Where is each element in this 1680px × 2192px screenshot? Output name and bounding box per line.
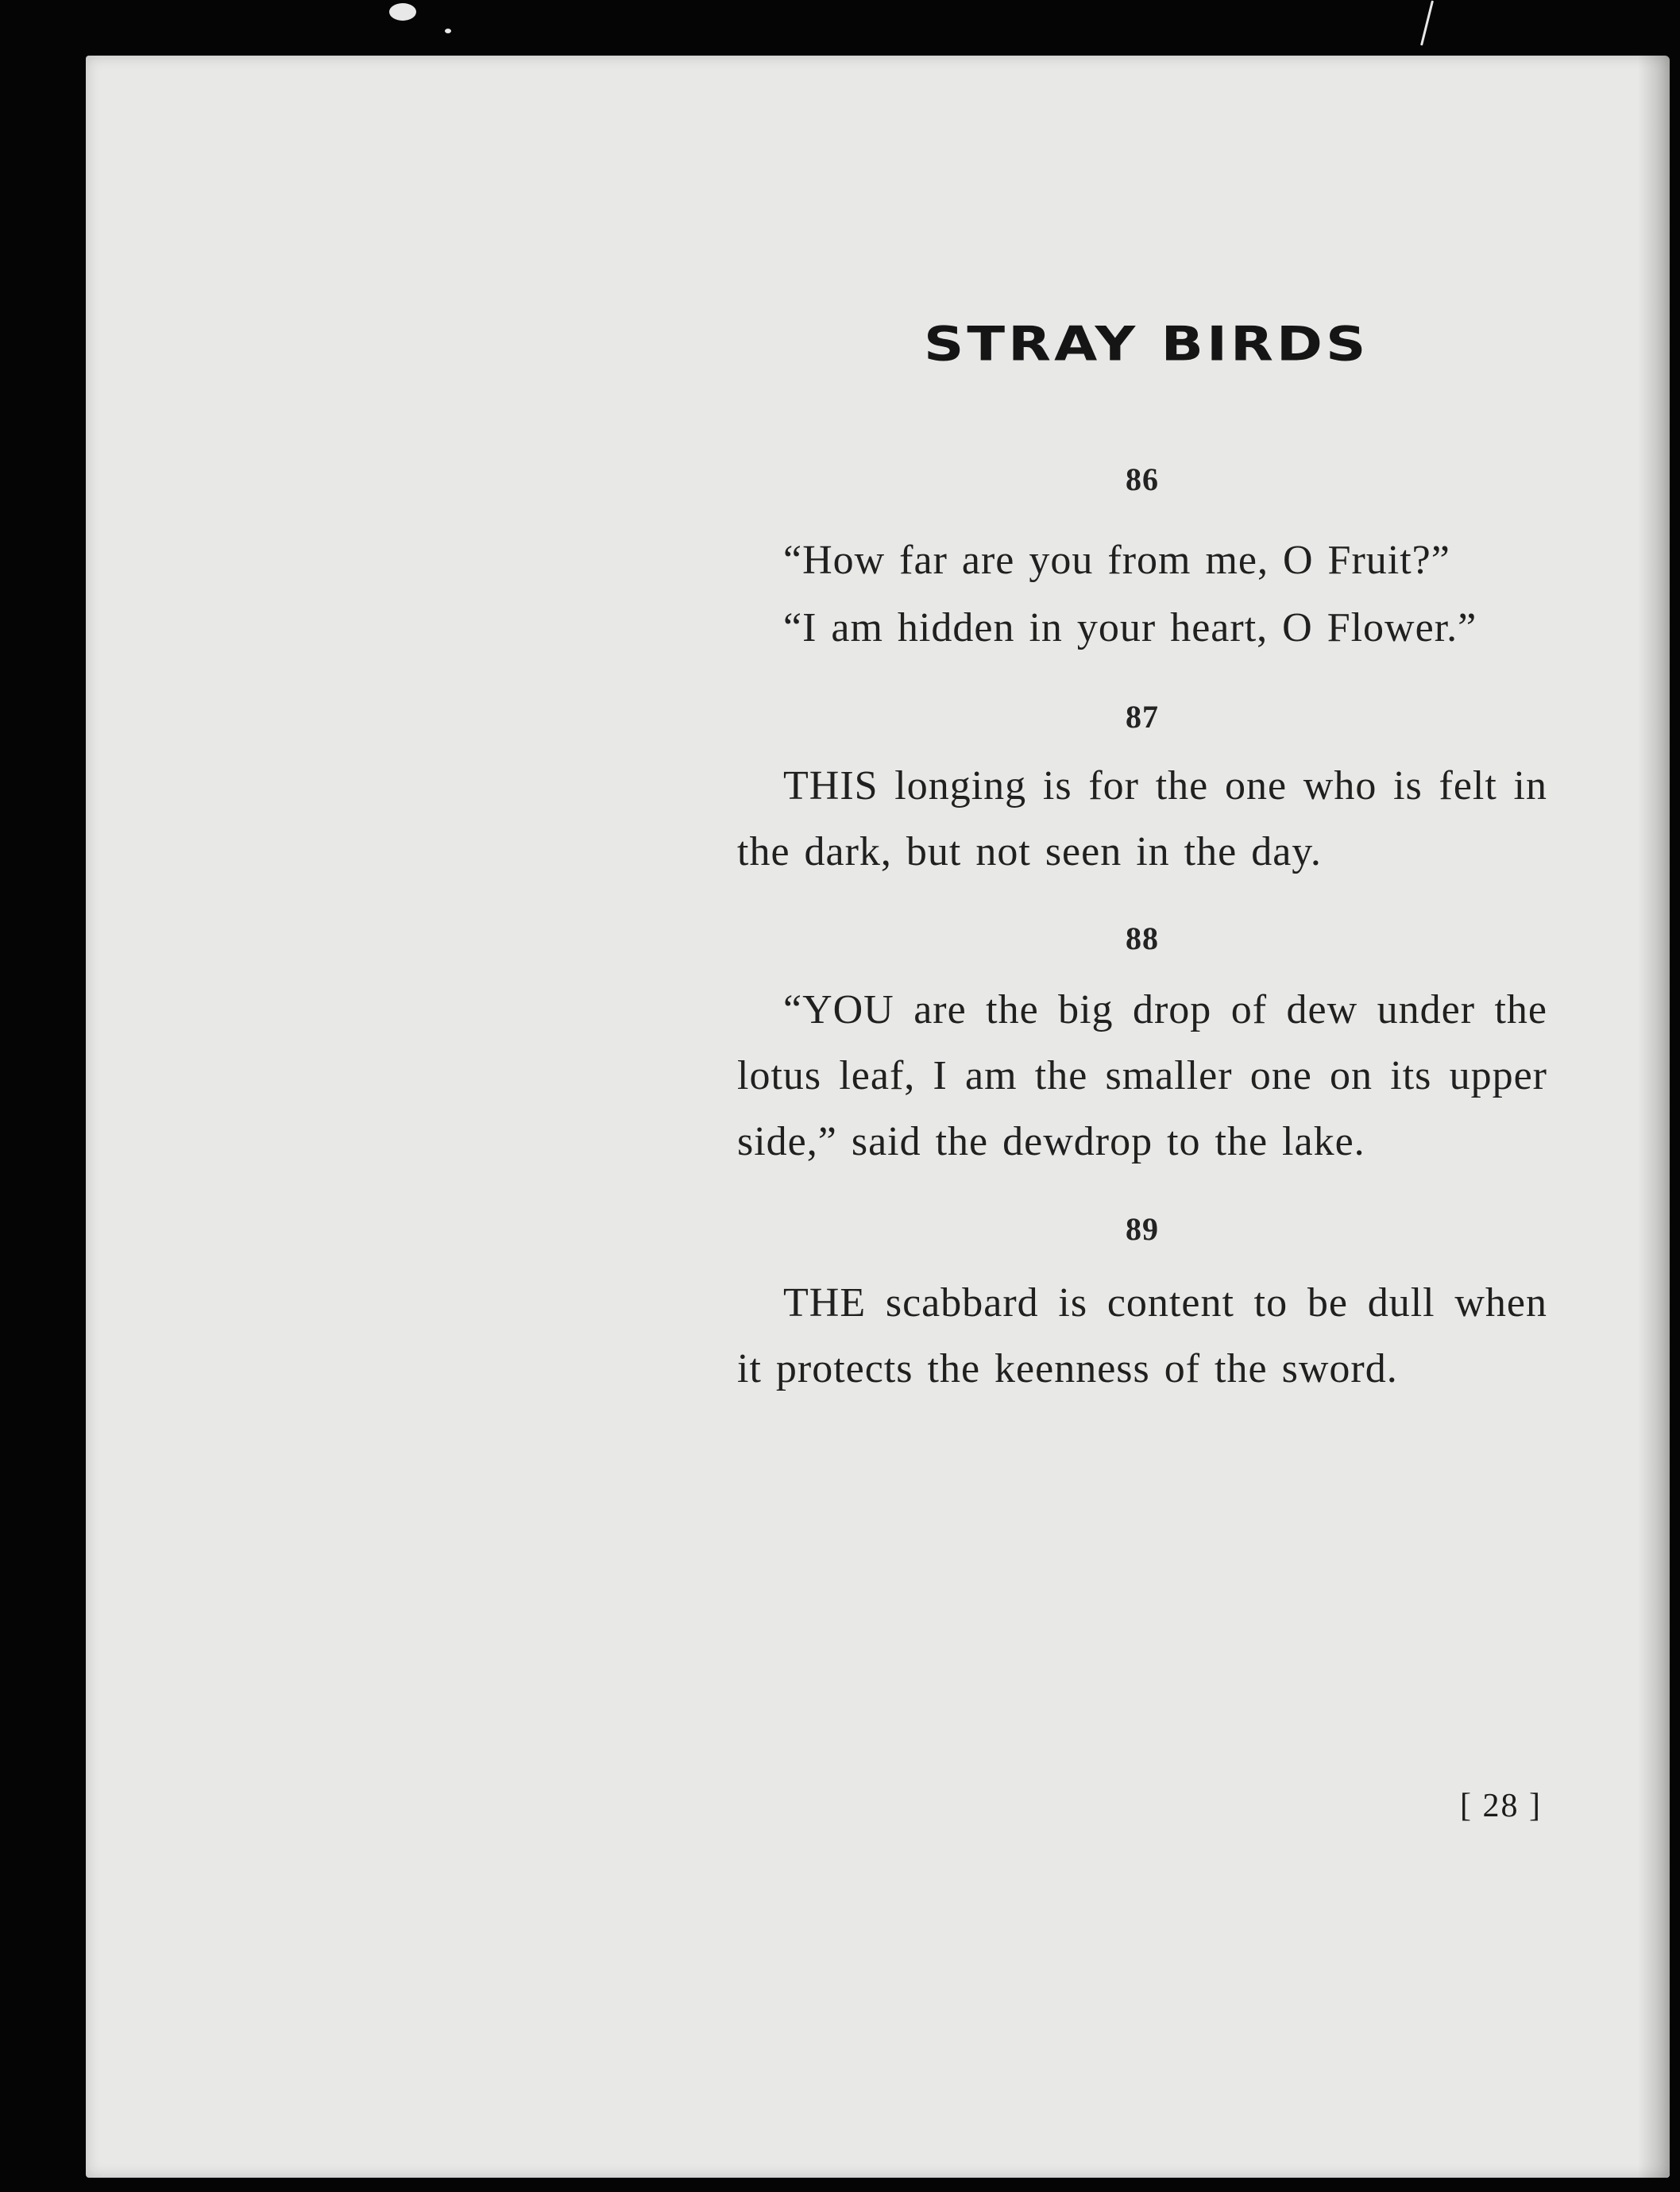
running-header: STRAY BIRDS	[924, 316, 1369, 372]
verse-paragraph: THIS longing is for the one who is felt in the dark, but not seen in the day.	[737, 763, 1547, 874]
verse-number: 89	[1126, 1211, 1159, 1247]
verse-number: 87	[1126, 699, 1159, 735]
scan-scratch	[1420, 0, 1434, 45]
verse-paragraph: “I am hidden in your heart, O Flower.”	[783, 605, 1477, 650]
verse-paragraph: THE scabbard is content to be dull when it protects the keenness of the sword.	[737, 1280, 1547, 1391]
page-binding-edge	[1638, 56, 1670, 2178]
verse-paragraph: “YOU are the big drop of dew under the lotus leaf, I am the smaller one on its upper side,” said the dewdrop to the lake.	[737, 987, 1547, 1164]
verse-column	[737, 461, 1547, 1402]
scan-speck	[389, 3, 416, 21]
page-number: [ 28 ]	[1460, 1788, 1542, 1824]
book-page	[86, 56, 1670, 2178]
verse-number: 86	[1126, 461, 1159, 497]
verse-paragraph: “How far are you from me, O Fruit?”	[783, 538, 1450, 583]
verse-number: 88	[1126, 920, 1159, 956]
scan-speck	[445, 29, 451, 33]
